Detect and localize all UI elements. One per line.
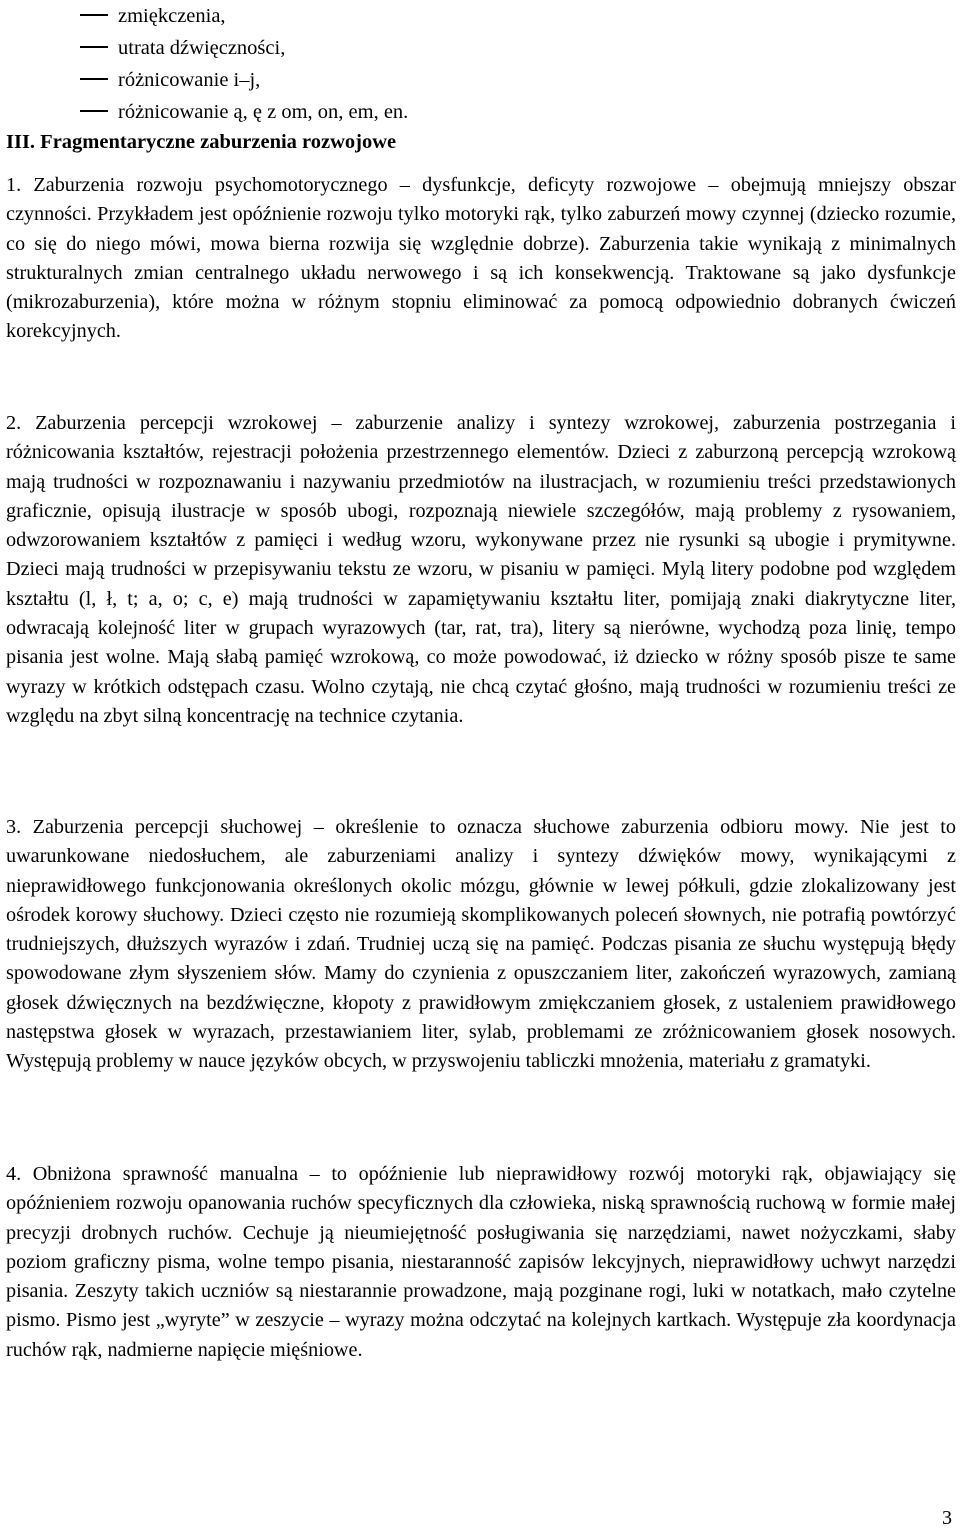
bullet-item [80, 64, 680, 96]
bullet-item [80, 32, 680, 64]
paragraph-psychomotor: 1. Zaburzenia rozwoju psychomotorycznego – dysfunkcje, deficyty rozwojowe – obejmują mniejszy obszar czynności. Przykładem jest opóźnienie rozwoju tylko motoryki rąk, tylko zaburzeń mowy czynnej (dziecko rozumie, co się do niego mówi, mowa bierna rozwija się względnie dobrze). Zaburzenia takie wynikają z minimalnych strukturalnych zmian centralnego układu nerwowego i są ich konsekwencją. Traktowane są jako dysfunkcje (mikrozaburzenia), które można w różnym stopniu eliminować za pomocą odpowiednio dobranych ćwiczeń korekcyjnych. [6, 174, 956, 343]
bullet-text: zmiękczenia, [118, 5, 226, 27]
bullet-list [80, 0, 680, 128]
bullet-text: utrata dźwięczności, [118, 37, 286, 59]
paragraph-auditory-perception: 3. Zaburzenia percepcji słuchowej – określenie to oznacza słuchowe zaburzenia odbioru mowy. Nie jest to uwarunkowane niedosłuchem, ale zaburzeniami analizy i syntezy dźwięków mowy, wynikającymi z nieprawidłowego funkcjonowania określonych okolic mózgu, głównie w lewej półkuli, gdzie zlokalizowany jest ośrodek korowy słuchowy. Dzieci często nie rozumieją skomplikowanych poleceń słownych, nie potrafią powtórzyć trudniejszych, dłuższych wyrazów i zdań. Trudniej uczą się na pamięć. Podczas pisania ze słuchu występują błędy spowodowane złym słyszeniem słów. Mamy do czynienia z opuszczaniem liter, zakończeń wyrazowych, zamianą głosek dźwięcznych na bezdźwięczne, kłopoty z prawidłowym zmiękczaniem głosek, z ustaleniem prawidłowego następstwa głosek w wyrazach, przestawianiem liter, sylab, problemami ze zróżnicowaniem głosek nosowych. Występują problemy w nauce języków obcych, w przyswojeniu tabliczki mnożenia, materiału z gramatyki. [6, 816, 956, 1073]
paragraph-manual-skill: 4. Obniżona sprawność manualna – to opóźnienie lub nieprawidłowy rozwój motoryki rąk, objawiający się opóźnieniem rozwoju opanowania ruchów specyficznych dla człowieka, niską sprawnością ruchową w formie małej precyzji drobnych ruchów. Cechuje ją nieumiejętność posługiwania się narzędziami, nawet nożyczkami, słaby poziom graficzny pisma, wolne tempo pisania, niestaranność zapisów lekcyjnych, nieprawidłowy uchwyt narzędzi pisania. Zeszyty takich uczniów są niestarannie prowadzone, mają pozginane rogi, luki w notatkach, mało czytelne pismo. Pismo jest „wyryte” w zeszycie – wyrazy można odczytać na kolejnych kartkach. Występuje zła koordynacja ruchów rąk, nadmierne napięcie mięśniowe. [6, 1163, 956, 1361]
bullet-item [80, 0, 680, 32]
section-heading: III. Fragmentaryczne zaburzenia rozwojowe [6, 131, 397, 153]
bullet-item [80, 96, 680, 128]
bullet-text: różnicowanie i–j, [118, 69, 261, 91]
bullet-text: różnicowanie ą, ę z om, on, em, en. [118, 101, 409, 123]
paragraph-visual-perception: 2. Zaburzenia percepcji wzrokowej – zaburzenie analizy i syntezy wzrokowej, zaburzenia postrzegania i różnicowania kształtów, rejestracji położenia przestrzennego elementów. Dzieci z zaburzoną percepcją wzrokową mają trudności w rozpoznawaniu i nazywaniu przedmiotów na ilustracjach, w rozumieniu treści przedstawionych graficznie, opisują ilustracje w sposób ubogi, rozpoznają niewiele szczegółów, mają problemy z rysowaniem, odwzorowaniem kształtów z pamięci i według wzoru, wykonywane przez nie rysunki są ubogie i prymitywne. Dzieci mają trudności w przepisywaniu tekstu ze wzoru, w pisaniu w pamięci. Mylą litery podobne pod względem kształtu (l, ł, t; a, o; c, e) mają trudności w zapamiętywaniu kształtu liter, pomijają znaki diakrytyczne liter, odwracają kolejność liter w grupach wyrazowych (tar, rat, tra), litery są nierówne, wychodzą poza linię, tempo pisania jest wolne. Mają słabą pamięć wzrokową, co może powodować, iż dziecko w różny sposób pisze te same wyrazy w krótkich odstępach czasu. Wolno czytają, nie chcą czytać głośno, mają trudności w rozumieniu treści ze względu na zbyt silną koncentrację na technice czytania. [6, 412, 956, 727]
page-number: 3 [942, 1507, 952, 1529]
